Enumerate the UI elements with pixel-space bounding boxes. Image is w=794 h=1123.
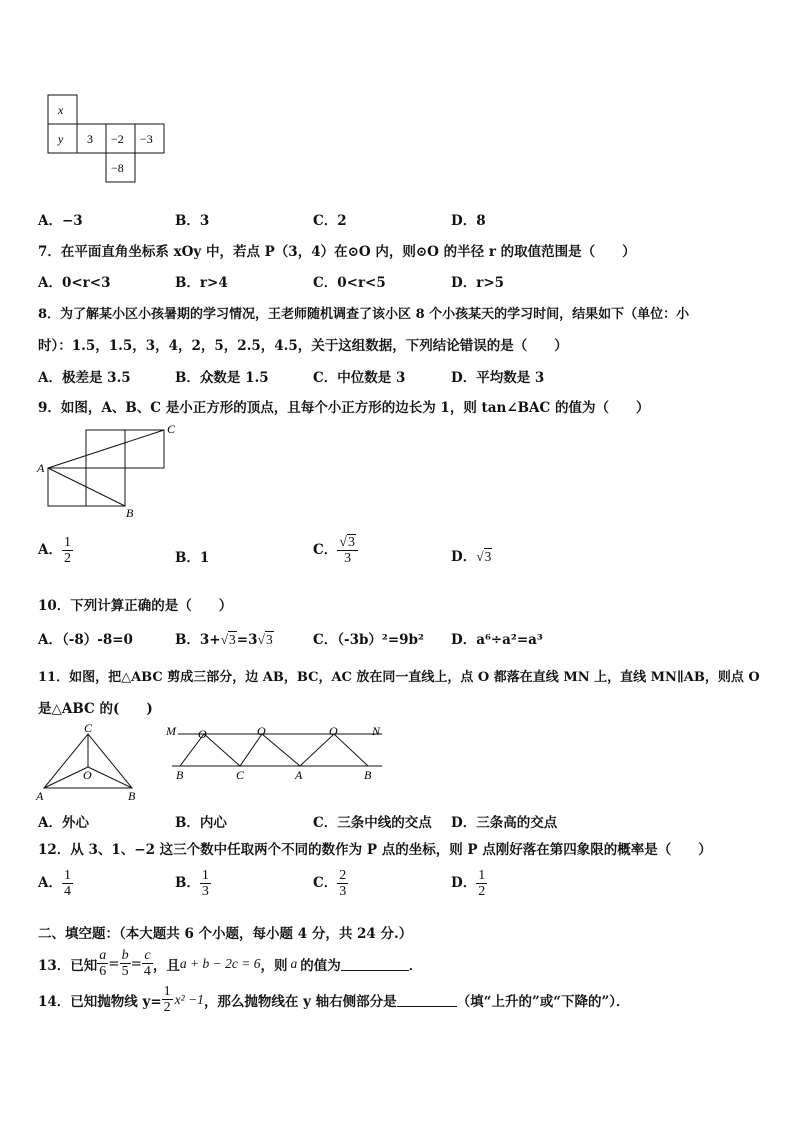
q13-mid: ，且 [152,957,180,974]
q13-end: ． [408,957,423,974]
q9-option-d[interactable] [451,545,492,565]
option-fraction [476,868,487,899]
q11-tri-label-b: B [128,789,136,803]
fraction-numerator: 1 [201,868,209,883]
fraction-numerator: 1 [163,984,171,999]
q11-stem-line1: 11．如图，把△ABC 剪成三部分，边 AB，BC，AC 放在同一直线上，点 O 都落在直线 MN 上，直线 MN∥AB，则点 O [38,670,760,685]
q9-option-c-prefix: C． [313,542,338,558]
q14-line [38,984,630,1015]
radicand: 3 [347,535,355,550]
q14-expression: x² −1 [174,991,204,1007]
q11-strip-label-b1: B [176,768,184,782]
q14-answer-blank[interactable] [397,992,457,1007]
net-cell-y: y [58,132,64,146]
q13-fraction-b [120,948,131,979]
q9-option-d-prefix: D． [451,549,477,565]
q13-condition: a + b − 2c = 6 [179,955,261,971]
q9-option-a[interactable] [38,535,73,566]
q9-option-a-fraction [62,535,73,566]
option-prefix: C． [313,875,338,891]
option-prefix: A． [38,875,62,891]
q10-option-b-mid: =3 [236,632,258,648]
q9-option-a-prefix: A． [38,542,62,558]
q8-option-b[interactable]: B．众数是 1.5 [175,370,269,386]
q11-tri-label-a: A [36,789,44,803]
fraction-numerator: 2 [339,868,347,883]
q14-prefix: 14．已知抛物线 y= [38,993,162,1010]
q7-option-a[interactable]: A．0<r<3 [38,275,111,291]
q7-option-c[interactable]: C．0<r<5 [313,275,386,291]
q8-option-d[interactable]: D．平均数是 3 [451,370,545,386]
q10-option-c[interactable]: C．（-3b）²=9b² [313,632,424,648]
q11-strip-label-o1: O [198,727,207,741]
fraction-denominator: 3 [339,884,347,899]
option-fraction [62,868,73,899]
q11-option-d[interactable]: D．三条高的交点 [451,815,558,831]
q10-option-b[interactable] [175,628,274,648]
q11-tri-label-o: O [83,768,92,782]
fraction-numerator: c [144,948,151,963]
fraction-denominator: 3 [344,551,352,566]
q8-option-a[interactable]: A．极差是 3.5 [38,370,131,386]
q11-stem-line2: 是△ABC 的( ) [38,701,153,717]
fraction-numerator: a [99,948,107,963]
q11-strip-label-n: N [372,724,381,738]
net-cell-x: x [58,103,64,117]
q11-strip-label-b2: B [364,768,372,782]
section-2-title: 二、填空题：（本大题共 6 个小题，每小题 4 分，共 24 分.） [38,926,413,942]
q11-option-c[interactable]: C．三条中线的交点 [313,815,432,831]
q13-line [38,948,422,979]
q14-end: （填“上升的”或“下降的”）． [456,993,630,1010]
q12-option-c[interactable] [313,868,348,899]
option-fraction [337,868,348,899]
sqrt-expression [258,631,274,647]
q9-option-b[interactable]: B．1 [175,550,210,566]
fraction-denominator: 6 [99,964,107,979]
q9-grid-figure [34,420,184,520]
q9-label-b: B [126,506,134,520]
fraction-numerator: 1 [478,868,486,883]
cube-net-figure [46,94,168,184]
q6-option-b[interactable]: B．3 [175,213,210,229]
q9-label-c: C [167,422,176,436]
q13-variable: a [290,955,298,971]
fraction-numerator: 1 [63,535,71,550]
option-prefix: D． [451,875,477,891]
net-cell-neg2: −2 [111,132,124,146]
q11-strip-figure [160,720,390,782]
fraction-denominator: 5 [121,964,129,979]
option-prefix: B． [175,875,200,891]
net-cell-neg8: −8 [111,161,124,175]
fraction-denominator: 4 [63,884,71,899]
q9-stem: 9．如图，A、B、C 是小正方形的顶点，且每个小正方形的边长为 1，则 tan∠BAC 的值为（ ） [38,400,650,416]
q7-option-b[interactable]: B．r>4 [175,275,228,291]
q8-stem-line2: 时）：1.5，1.5，3，4，2，5，2.5，4.5，关于这组数据，下列结论错误的是（ ） [38,338,568,354]
q11-tri-label-c: C [84,721,93,735]
q7-stem: 7．在平面直角坐标系 xOy 中，若点 P（3，4）在⊙O 内，则⊙O 的半径 r 的取值范围是（ ） [38,244,636,260]
fraction-denominator: 4 [143,964,151,979]
q14-fraction [162,984,173,1015]
q11-strip-label-o2: O [257,724,266,738]
q13-equals-2: = [130,955,142,972]
q11-option-b[interactable]: B．内心 [175,815,227,831]
q6-option-d[interactable]: D．8 [451,213,486,229]
radicand: 3 [229,632,236,647]
q6-option-a[interactable]: A．−3 [38,213,83,229]
fraction-denominator: 2 [63,551,71,566]
net-cell-3: 3 [87,132,93,146]
q12-option-b[interactable] [175,868,211,899]
q7-option-d[interactable]: D．r>5 [451,275,505,291]
q12-option-a[interactable] [38,868,73,899]
q11-strip-label-m: M [166,724,176,738]
q13-answer-blank[interactable] [341,956,409,971]
q13-tail: 的值为 [300,957,341,974]
sqrt-icon: √ [220,632,229,647]
fraction-denominator: 2 [163,1000,171,1015]
q14-tail: ，那么抛物线在 y 轴右侧部分是 [203,993,397,1010]
q8-option-c[interactable]: C．中位数是 3 [313,370,406,386]
q11-strip-label-c: C [236,768,245,782]
q13-fraction-a [97,948,108,979]
fraction-numerator: b [121,948,129,963]
q10-stem: 10．下列计算正确的是（ ） [38,598,233,614]
q13-equals-1: = [108,955,120,972]
fraction-denominator: 2 [478,884,486,899]
sqrt-icon: √ [339,535,347,550]
q9-option-d-sqrt [476,548,492,564]
q13-mid2: ，则 [260,957,288,974]
q8-stem-line1: 8．为了解某小区小孩暑期的学习情况，王老师随机调查了该小区 8 个小孩某天的学习时间，结果如下（单位：小 [38,307,690,322]
fraction-numerator [337,535,358,551]
q11-triangle-figure [34,720,146,806]
q10-option-a[interactable]: A．（-8）-8=0 [38,632,133,648]
q11-strip-label-o3: O [329,724,338,738]
q9-option-c[interactable] [313,535,358,566]
net-cell-neg3: −3 [140,132,153,146]
q11-strip-label-a: A [295,768,303,782]
radicand: 3 [484,549,492,564]
q6-option-c[interactable]: C．2 [313,213,347,229]
q11-option-a[interactable]: A．外心 [38,815,89,831]
sqrt-icon: √ [476,549,484,564]
q13-prefix: 13．已知 [38,957,98,974]
q9-label-a: A [37,461,45,475]
q13-fraction-c [142,948,153,979]
q12-option-d[interactable] [451,868,487,899]
option-fraction [200,868,211,899]
radicand: 3 [265,632,273,647]
sqrt-icon: √ [257,632,265,647]
sqrt-expression [221,631,237,647]
q12-stem: 12．从 3、1、−2 这三个数中任取两个不同的数作为 P 点的坐标，则 P 点刚好落在第四象限的概率是（ ） [38,842,712,858]
fraction-numerator: 1 [63,868,71,883]
q10-option-b-prefix: B．3+ [175,632,221,648]
q9-option-c-fraction [337,535,358,566]
fraction-denominator: 3 [201,884,209,899]
q10-option-d[interactable]: D．a⁶÷a²=a³ [451,632,543,648]
